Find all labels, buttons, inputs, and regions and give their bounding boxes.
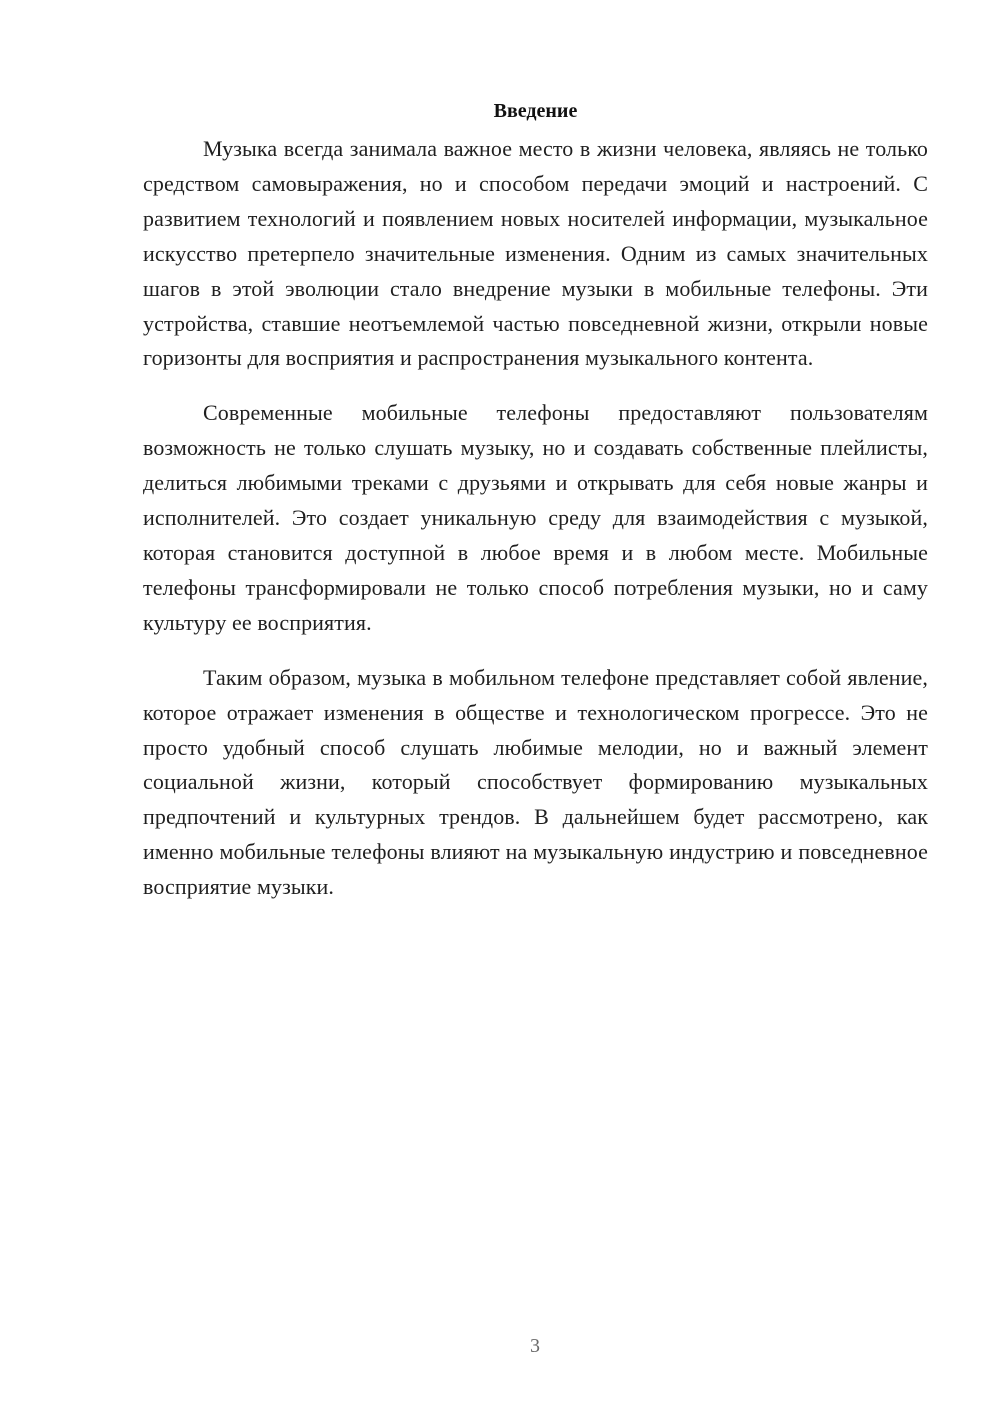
section-heading: Введение: [493, 100, 578, 122]
paragraph-3: Таким образом, музыка в мобильном телефоне представляет собой явление, которое отражает изменения в обществе и технологическом прогрессе. Это не просто удобный способ слушать любимые мелодии, но и важный элемент социальной жизни, который способствует формированию музыкальных предпочтений и культурных трендов. В дальнейшем будет рассмотрено, как именно мобильные телефоны влияют на музыкальную индустрию и повседневное восприятие музыки.: [143, 664, 928, 900]
page-number: 3: [530, 1335, 540, 1357]
paragraph-1: Музыка всегда занимала важное место в жизни человека, являясь не только средством самовыражения, но и способом передачи эмоций и настроений. С развитием технологий и появлением новых носителей информации, музыкальное искусство претерпело значительные изменения. Одним из самых значительных шагов в этой эволюции стало внедрение музыки в мобильные телефоны. Эти устройства, ставшие неотъемлемой частью повседневной жизни, открыли новые горизонты для восприятия и распространения музыкального контента.: [143, 136, 928, 371]
page-content: [143, 97, 928, 925]
paragraph-2: Современные мобильные телефоны предоставляют пользователям возможность не только слушать музыку, но и создавать собственные плейлисты, делиться любимыми треками с друзьями и открывать для себя новые жанры и исполнителей. Это создает уникальную среду для взаимодействия с музыкой, которая становится доступной в любое время и в любом месте. Мобильные телефоны трансформировали не только способ потребления музыки, но и саму культуру ее восприятия.: [143, 400, 928, 635]
